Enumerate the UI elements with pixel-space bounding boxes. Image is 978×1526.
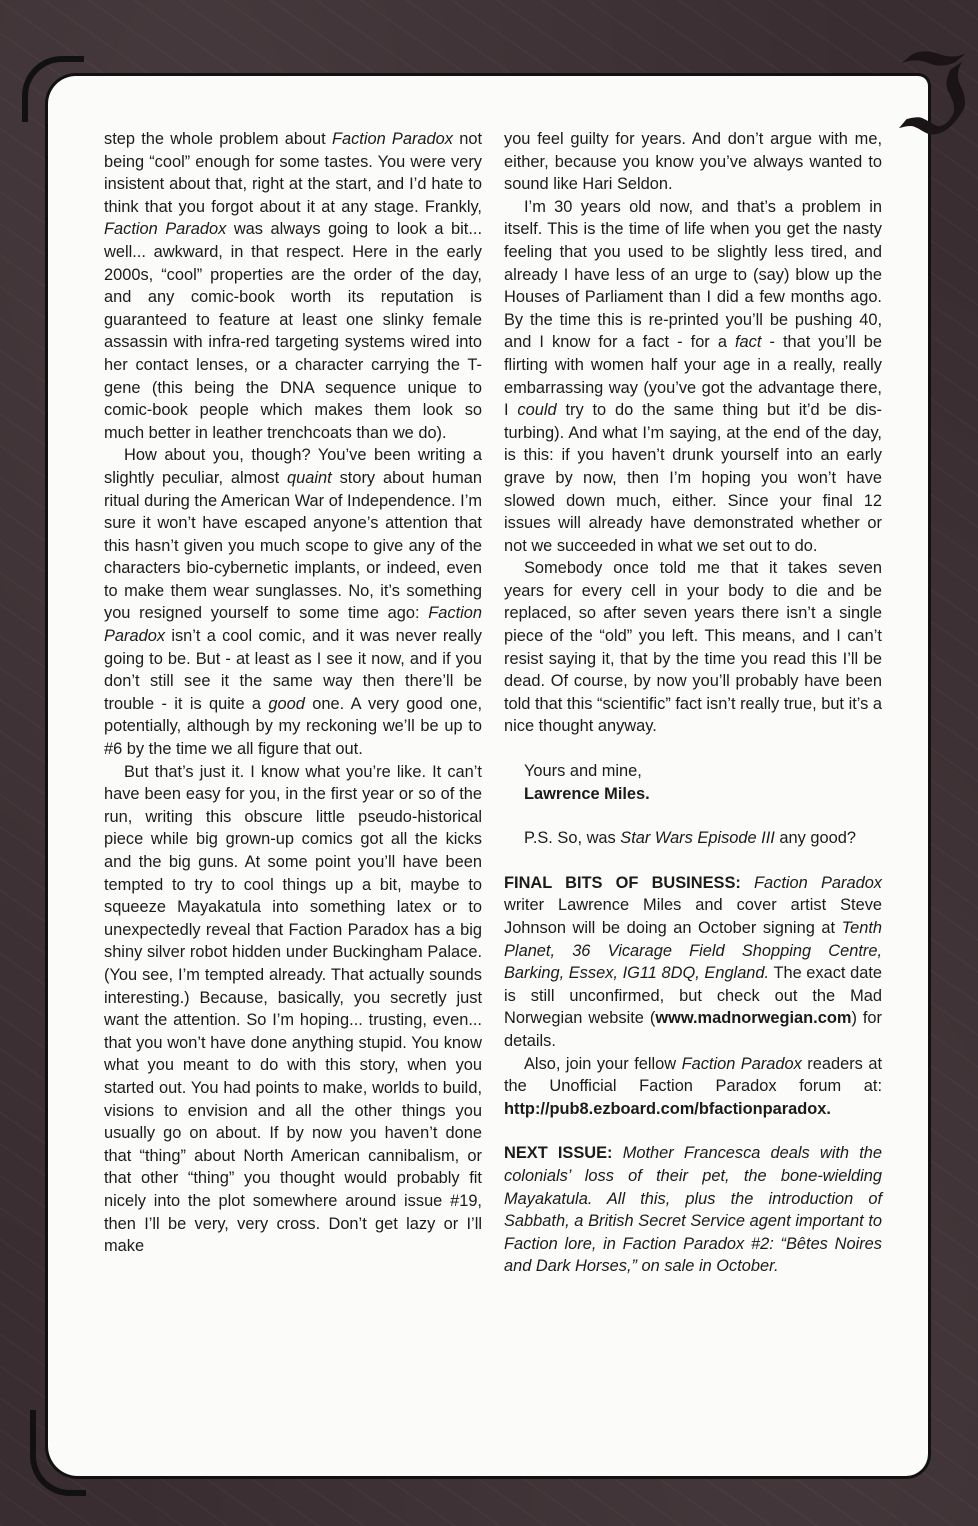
website-link[interactable]: www.madnorwegian.com [655,1009,852,1028]
signature: Lawrence Miles. [524,784,650,803]
paragraph: But that’s just it. I know what you’re like. It can’t have been easy for you, in the first year or so of the run, writing this obscure little pseudo-historical piece while big grown-up comics got all the kicks and the big guns. At some point you’ll have been tempted to try to cool things up a bit, maybe to squeeze Mayakatula into something latex or to unexpectedly reveal that Faction Paradox has a big shiny silver robot hidden under Buckingham Palace. (You see, I’m tempted already. That actually sounds interesting.) Because, basically, you secretly just want the attention. So I’m hoping... trusting, even... that you won’t have done anything stupid. You know what you meant to do with this story, when you started out. You had points to make, worlds to build, visions to envision and all the other things you usually go on about. If by now you haven’t done that “thing” about North American cannibalism, or that other “thing” you thought would probably fit nicely into the plot somewhere around issue #19, then I’ll be very, very cross. Don’t get lazy or I’ll make [104,762,482,1256]
forum-link[interactable]: http://pub8.ezboard.com/bfactionparadox. [504,1099,831,1118]
left-column [104,128,482,1258]
corner-flourish-icon: ℑ [893,31,970,159]
paragraph: Somebody once told me that it takes seven years for every cell in your body to die and be replaced, so after seven years there isn’t a single piece of the “old” you left. This means, and I can’t resist saying it, that by the time you read this I’ll be dead. Of course, by now you’ll probably have been told that this “scientific” fact isn’t really true, but it’s a nice thought anyway. [504,559,882,736]
final-bits-label: FINAL BITS OF BUSINESS: [504,873,741,892]
forum-paragraph: Also, join your fellow Faction Paradox readers at the Unofficial Faction Paradox forum at: http://pub8.ezboard.com/bfactionparadox. [504,1054,882,1118]
signoff: Yours and mine, [524,762,642,781]
paragraph: you feel guilty for years. And don’t argue with me, either, because you know you’ve always wanted to sound like Hari Seldon. [504,130,882,194]
final-bits-paragraph: FINAL BITS OF BUSINESS: Faction Paradox writer Lawrence Miles and cover artist Steve Johnson will be doing an October signing at Tenth Planet, 36 Vicarage Field Shopping Centre, Barking, Essex, IG11 8DQ, England. The exact date is still unconfirmed, but check out the Mad Norwegian website (www.madnorwegian.com) for details. [504,873,883,1050]
paragraph: step the whole problem about Faction Paradox not being “cool” enough for some tastes. You were very insistent about that, right at the start, and I’d hate to think that you forgot about it at any stage. Frankly, Faction Paradox was always going to look a bit... well... awkward, in that respect. Here in the early 2000s, “cool” properties are the order of the day, and any comic-book worth its reputation is guaranteed to feature at least one slinky female assassin with infra-red targeting systems wired into her contact lenses, or a character carrying the T-gene (this being the DNA sequence unique to comic-book people which makes them look so much better in leather trenchcoats than we do). [104,130,482,442]
next-issue-paragraph: NEXT ISSUE: Mother Francesca deals with the colonials’ loss of their pet, the bone-wielding Mayakatula. All this, plus the introduction of Sabbath, a British Secret Service agent important to Faction lore, in Faction Paradox #2: “Bêtes Noires and Dark Horses,” on sale in October. [504,1144,882,1276]
right-column [504,128,882,1278]
paragraph: I’m 30 years old now, and that’s a problem in itself. This is the time of life when you get the nasty feeling that you used to be slightly less tired, and already I have less of an urge to (say) blow up the Houses of Parliament than I did a few months ago. By the time this is re-printed you’ll be pushing 40, and I know for a fact - for a fact - that you’ll be flirting with women half your age in a really, really embarrassing way (you’ve got the advantage there, I could try to do the same thing but it’d be disturbing). And what I’m saying, at the end of the day, is this: if you haven’t drunk yourself into an early grave by now, then I’m hoping you won’t have slowed down much, either. Since your final 12 issues will already have demonstrated whether or not we succeeded in what we set out to do. [504,197,882,555]
postscript: P.S. So, was Star Wars Episode III any good? [524,829,856,848]
paragraph: How about you, though? You’ve been writing a slightly peculiar, almost quaint story about human ritual during the American War of Independence. I’m sure it won’t have escaped anyone’s attention that this hasn’t given you much scope to give any of the characters bio-cybernetic implants, or indeed, even to make them wear sunglasses. No, it’s something you resigned yourself to some time ago: Faction Paradox isn’t a cool comic, and it was never really going to be. But - at least as I see it now, and if you don’t still see it the same way then there’ll be trouble - it is quite a good one. A very good one, potentially, although by my reckoning we’ll be up to #6 by the time we all figure that out. [104,446,483,759]
next-issue-label: NEXT ISSUE: [504,1144,613,1163]
